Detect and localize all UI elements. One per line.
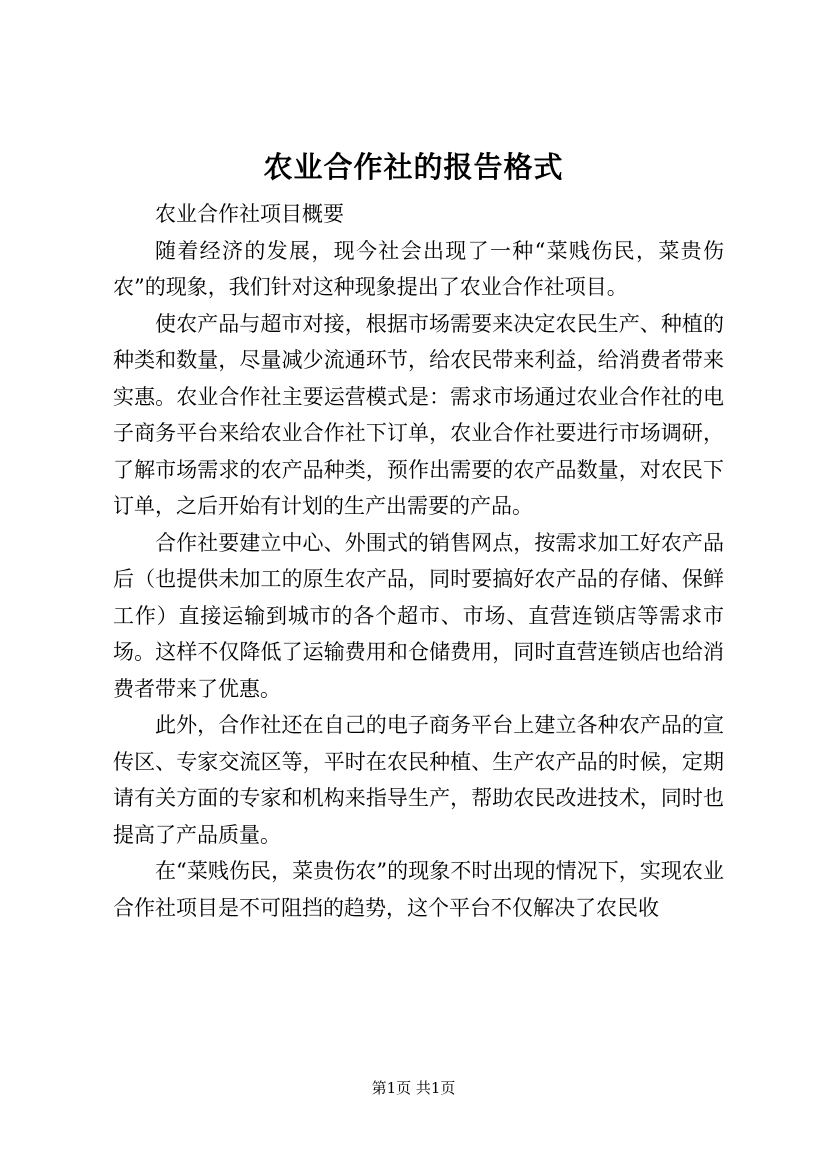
document-title: 农业合作社的报告格式 [263,150,564,184]
paragraph-heading: 农业合作社项目概要 [155,202,344,226]
paragraph: 使农产品与超市对接，根据市场需要来决定农民生产、种植的种类和数量，尽量减少流通环节，给农民带来利益，给消费者带来实惠。农业合作社主要运营模式是：需求市场通过农业合作社的电子商务平台来给农业合作社下订单，农业合作社要进行市场调研，了解市场需求的农产品种类，预作出需要的农产品数量，对农民下订单，之后开始有计划的生产出需要的产品。 [113,311,724,518]
paragraph: 合作社要建立中心、外围式的销售网点，按需求加工好农产品后（也提供未加工的原生农产品，同时要搞好农产品的存储、保鲜工作）直接运输到城市的各个超市、市场、直营连锁店等需求市场。这样不仅降低了运输费用和仓储费用，同时直营连锁店也给消费者带来了优惠。 [113,530,724,701]
paragraph: 此外，合作社还在自己的电子商务平台上建立各种农产品的宣传区、专家交流区等，平时在农民种植、生产农产品的时候，定期请有关方面的专家和机构来指导生产，帮助农民改进技术，同时也提高了产品质量。 [113,713,724,847]
document-body [113,196,724,926]
page-footer: 第1页 共1页 [371,1079,456,1097]
paragraph: 随着经济的发展，现今社会出现了一种“菜贱伤民，菜贵伤农”的现象，我们针对这种现象提出了农业合作社项目。 [113,238,724,299]
paragraph: 在“菜贱伤民，菜贵伤农”的现象不时出现的情况下，实现农业合作社项目是不可阻挡的趋势，这个平台不仅解决了农民收 [113,859,724,920]
